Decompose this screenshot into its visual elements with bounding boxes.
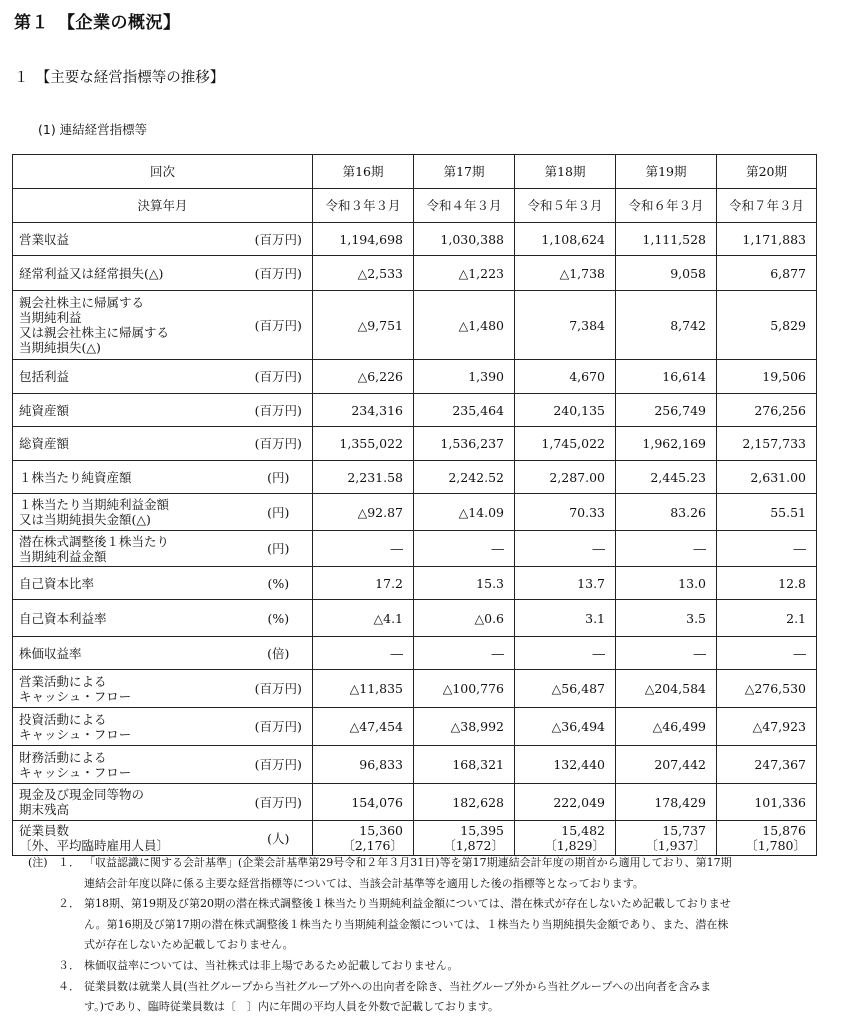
cell-value: 2,242.52 — [414, 461, 515, 494]
cell-value: △2,533 — [313, 256, 414, 291]
footnote-marker: (注) — [28, 856, 48, 869]
row-unit: (円) — [245, 531, 313, 567]
cell-value: 240,135 — [515, 394, 616, 427]
cell-value: 55.51 — [717, 494, 817, 531]
cell-value: 1,355,022 — [313, 427, 414, 461]
footnote-number: ４． — [58, 979, 80, 993]
employee-count: 15,482 — [561, 823, 606, 838]
row-unit: (円) — [245, 461, 313, 494]
footnote-line: 連結会計年度以降に係る主要な経営指標等については、当該会計基準等を適用した後の指標等となっております。 — [84, 876, 644, 890]
footnote — [28, 853, 834, 894]
cell-value: 276,256 — [717, 394, 817, 427]
cell-value: 154,076 — [313, 784, 414, 821]
year-label: 決算年月 — [13, 189, 313, 223]
row-unit: (%) — [245, 600, 313, 637]
temp-employee-count: 〔1,937〕 — [645, 838, 707, 853]
row-label: 営業収益 — [13, 223, 245, 256]
row-label: 潜在株式調整後１株当たり 当期純利益金額 — [13, 531, 245, 567]
cell-value: 1,108,624 — [515, 223, 616, 256]
cell-value: 1,171,883 — [717, 223, 817, 256]
cell-value: △14.09 — [414, 494, 515, 531]
footnote — [28, 894, 834, 956]
row-unit: (百万円) — [245, 256, 313, 291]
row-unit: (円) — [245, 494, 313, 531]
employee-cell — [616, 821, 717, 856]
cell-value: △276,530 — [717, 670, 817, 708]
cell-value: 70.33 — [515, 494, 616, 531]
cell-value: △1,738 — [515, 256, 616, 291]
fiscal-year: 令和４年３月 — [414, 189, 515, 223]
fiscal-year-row — [13, 189, 817, 223]
cell-value: ― — [717, 637, 817, 670]
row-label: 自己資本利益率 — [13, 600, 245, 637]
cell-value: ― — [717, 531, 817, 567]
table-row — [13, 784, 817, 821]
cell-value: ― — [616, 637, 717, 670]
row-unit: (百万円) — [245, 708, 313, 746]
footnote — [28, 977, 834, 1018]
cell-value: 15.3 — [414, 567, 515, 600]
cell-value: 222,049 — [515, 784, 616, 821]
table-row — [13, 494, 817, 531]
row-label: 経常利益又は経常損失(△) — [13, 256, 245, 291]
row-label: 包括利益 — [13, 360, 245, 394]
row-label: １株当たり当期純利益金額 又は当期純損失金額(△) — [13, 494, 245, 531]
header-label: 回次 — [13, 155, 313, 189]
cell-value: ― — [515, 637, 616, 670]
cell-value: 7,384 — [515, 291, 616, 360]
cell-value: 17.2 — [313, 567, 414, 600]
cell-value: 13.0 — [616, 567, 717, 600]
period-header: 第16期 — [313, 155, 414, 189]
row-unit: (百万円) — [245, 746, 313, 784]
cell-value: 1,030,388 — [414, 223, 515, 256]
cell-value: △6,226 — [313, 360, 414, 394]
row-label: 現金及び現金同等物の 期末残高 — [13, 784, 245, 821]
cell-value: 234,316 — [313, 394, 414, 427]
row-unit: (百万円) — [245, 427, 313, 461]
employee-cell — [515, 821, 616, 856]
employee-count: 15,876 — [762, 823, 807, 838]
cell-value: △100,776 — [414, 670, 515, 708]
cell-value: △46,499 — [616, 708, 717, 746]
row-unit: (百万円) — [245, 784, 313, 821]
fiscal-year: 令和５年３月 — [515, 189, 616, 223]
cell-value: ― — [515, 531, 616, 567]
cell-value: 3.1 — [515, 600, 616, 637]
footnote-number: ３． — [58, 958, 80, 972]
footnote-line: 株価収益率については、当社株式は非上場であるため記載しておりません。 — [84, 958, 459, 972]
cell-value: ― — [414, 531, 515, 567]
cell-value: 132,440 — [515, 746, 616, 784]
row-label: １株当たり純資産額 — [13, 461, 245, 494]
cell-value: 83.26 — [616, 494, 717, 531]
table-row — [13, 223, 817, 256]
cell-value: 1,194,698 — [313, 223, 414, 256]
row-unit: (百万円) — [245, 223, 313, 256]
row-unit: (%) — [245, 567, 313, 600]
cell-value: △11,835 — [313, 670, 414, 708]
footnote — [28, 956, 834, 977]
cell-value: 168,321 — [414, 746, 515, 784]
subsection-title: １ 【主要な経営指標等の推移】 — [14, 70, 225, 86]
cell-value: △56,487 — [515, 670, 616, 708]
employee-count: 15,360 — [359, 823, 404, 838]
footnotes — [28, 853, 834, 1018]
consolidated-indicators-table — [12, 154, 817, 856]
table-row — [13, 291, 817, 360]
employees-label: 従業員数 — [19, 823, 70, 838]
section-title: 第１ 【企業の概況】 — [14, 13, 181, 33]
cell-value: 1,111,528 — [616, 223, 717, 256]
table-caption: (1) 連結経営指標等 — [38, 122, 148, 137]
cell-value: 6,877 — [717, 256, 817, 291]
cell-value: 19,506 — [717, 360, 817, 394]
employee-cell — [717, 821, 817, 856]
period-header: 第19期 — [616, 155, 717, 189]
row-label: 財務活動による キャッシュ・フロー — [13, 746, 245, 784]
row-label: 自己資本比率 — [13, 567, 245, 600]
employee-cell — [414, 821, 515, 856]
employees-row — [13, 821, 817, 856]
cell-value: 247,367 — [717, 746, 817, 784]
row-unit: (百万円) — [245, 394, 313, 427]
cell-value: 1,536,237 — [414, 427, 515, 461]
cell-value: 9,058 — [616, 256, 717, 291]
cell-value: 13.7 — [515, 567, 616, 600]
table-row — [13, 427, 817, 461]
table-row — [13, 637, 817, 670]
temp-employee-count: 〔2,176〕 — [342, 838, 404, 853]
cell-value: △0.6 — [414, 600, 515, 637]
table-row — [13, 531, 817, 567]
row-label: 親会社株主に帰属する 当期純利益 又は親会社株主に帰属する 当期純損失(△) — [13, 291, 245, 360]
row-label: 投資活動による キャッシュ・フロー — [13, 708, 245, 746]
fiscal-year: 令和７年３月 — [717, 189, 817, 223]
fiscal-year: 令和３年３月 — [313, 189, 414, 223]
employee-cell — [313, 821, 414, 856]
cell-value: 1,390 — [414, 360, 515, 394]
period-header: 第17期 — [414, 155, 515, 189]
cell-value: 8,742 — [616, 291, 717, 360]
cell-value: 1,745,022 — [515, 427, 616, 461]
footnote-line: す。)であり、臨時従業員数は〔 〕内に年間の平均人員を外数で記載しております。 — [84, 1000, 500, 1014]
cell-value: △1,480 — [414, 291, 515, 360]
cell-value: △92.87 — [313, 494, 414, 531]
cell-value: △38,992 — [414, 708, 515, 746]
footnote-line: 式が存在しないため記載しておりません。 — [84, 938, 294, 952]
cell-value: 2,631.00 — [717, 461, 817, 494]
cell-value: 5,829 — [717, 291, 817, 360]
cell-value: 207,442 — [616, 746, 717, 784]
footnote-line: ん。第16期及び第17期の潜在株式調整後１株当たり当期純利益金額については、１株当たり当期純損失金額であり、また、潜在株 — [84, 917, 729, 931]
cell-value: 235,464 — [414, 394, 515, 427]
cell-value: 12.8 — [717, 567, 817, 600]
cell-value: 16,614 — [616, 360, 717, 394]
footnote-line: 「収益認識に関する会計基準」(企業会計基準第29号令和２年３月31日)等を第17期連結会計年度の期首から適用しており、第17期 — [84, 856, 732, 869]
footnote-number: １． — [58, 856, 80, 869]
period-header: 第20期 — [717, 155, 817, 189]
row-label — [13, 821, 245, 856]
cell-value: △9,751 — [313, 291, 414, 360]
cell-value: △47,923 — [717, 708, 817, 746]
cell-value: ― — [313, 531, 414, 567]
temp-employee-count: 〔1,829〕 — [544, 838, 606, 853]
cell-value: 2,231.58 — [313, 461, 414, 494]
table-header-row — [13, 155, 817, 189]
temp-employee-count: 〔1,872〕 — [443, 838, 505, 853]
cell-value: 2,445.23 — [616, 461, 717, 494]
cell-value: △1,223 — [414, 256, 515, 291]
fiscal-year: 令和６年３月 — [616, 189, 717, 223]
cell-value: ― — [616, 531, 717, 567]
row-unit: (百万円) — [245, 670, 313, 708]
row-unit: (倍) — [245, 637, 313, 670]
cell-value: 178,429 — [616, 784, 717, 821]
row-label: 営業活動による キャッシュ・フロー — [13, 670, 245, 708]
table-row — [13, 567, 817, 600]
row-unit: (人) — [245, 821, 313, 856]
table-row — [13, 600, 817, 637]
cell-value: 96,833 — [313, 746, 414, 784]
cell-value: ― — [414, 637, 515, 670]
cell-value: 256,749 — [616, 394, 717, 427]
cell-value: 2.1 — [717, 600, 817, 637]
employee-count: 15,395 — [460, 823, 505, 838]
row-label: 純資産額 — [13, 394, 245, 427]
row-label: 株価収益率 — [13, 637, 245, 670]
cell-value: 1,962,169 — [616, 427, 717, 461]
row-label: 総資産額 — [13, 427, 245, 461]
cell-value: 2,287.00 — [515, 461, 616, 494]
cell-value: △36,494 — [515, 708, 616, 746]
table-row — [13, 394, 817, 427]
cell-value: △47,454 — [313, 708, 414, 746]
cell-value: 101,336 — [717, 784, 817, 821]
cell-value: 182,628 — [414, 784, 515, 821]
table-row — [13, 256, 817, 291]
temp-employees-label: 〔外、平均臨時雇用人員〕 — [19, 838, 170, 853]
footnote-number: ２． — [58, 897, 80, 911]
cell-value: 2,157,733 — [717, 427, 817, 461]
table-row — [13, 708, 817, 746]
footnote-line: 第18期、第19期及び第20期の潜在株式調整後１株当たり当期純利益金額については、潜在株式が存在しないため記載しておりませ — [84, 897, 731, 911]
cell-value: △204,584 — [616, 670, 717, 708]
cell-value: △4.1 — [313, 600, 414, 637]
period-header: 第18期 — [515, 155, 616, 189]
footnote-line: 従業員数は就業人員(当社グループから当社グループ外への出向者を除き、当社グループ外から当社グループへの出向者を含みま — [84, 979, 712, 993]
cell-value: 3.5 — [616, 600, 717, 637]
table-row — [13, 461, 817, 494]
table-row — [13, 670, 817, 708]
cell-value: ― — [313, 637, 414, 670]
employee-count: 15,737 — [662, 823, 707, 838]
row-unit: (百万円) — [245, 291, 313, 360]
temp-employee-count: 〔1,780〕 — [745, 838, 807, 853]
table-row — [13, 746, 817, 784]
cell-value: 4,670 — [515, 360, 616, 394]
table-row — [13, 360, 817, 394]
row-unit: (百万円) — [245, 360, 313, 394]
